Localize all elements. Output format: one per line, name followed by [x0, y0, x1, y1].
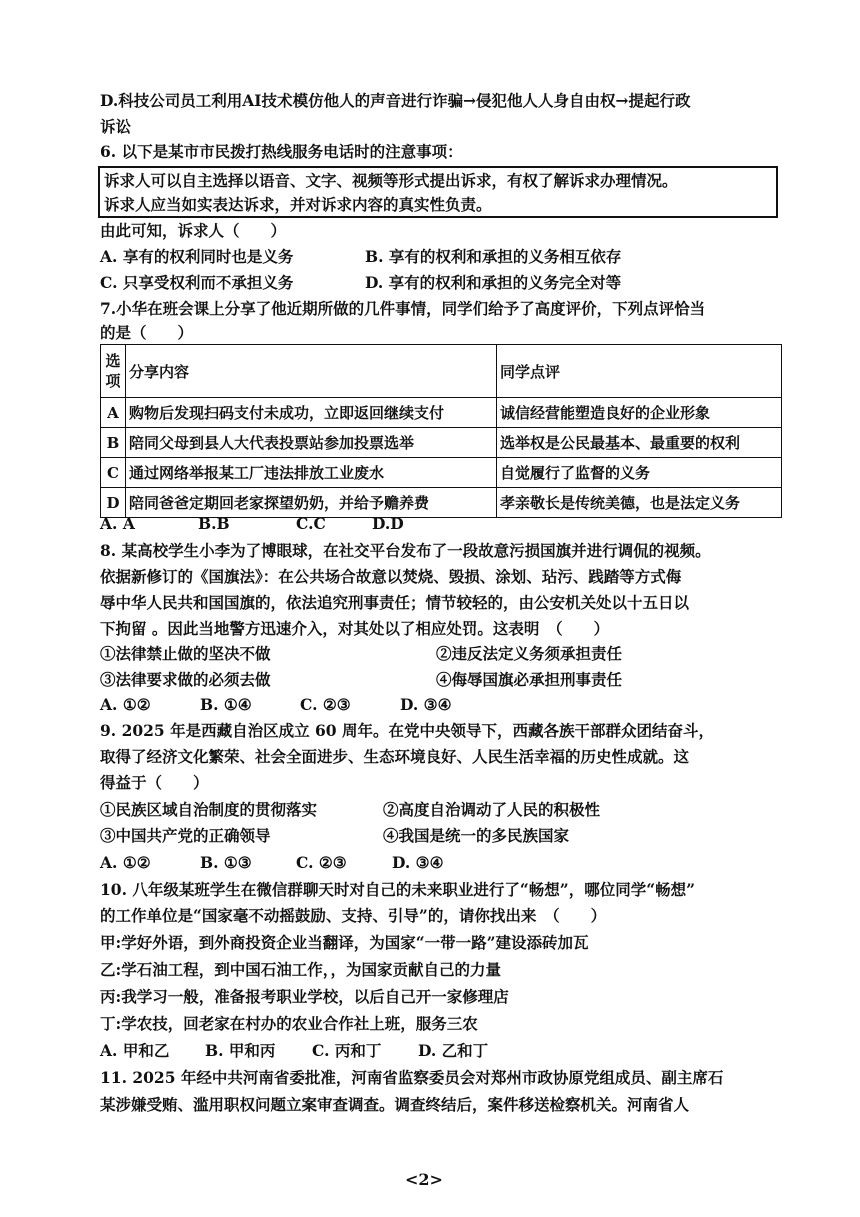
q8-option-a: A. ①②: [100, 695, 151, 714]
q6-option-d: D. 享有的权利和承担的义务完全对等: [365, 273, 622, 292]
q6-lead: 由此可知，诉求人（ ）: [100, 221, 287, 240]
q7-stem-line1: 7.小华在班会课上分享了他近期所做的几件事情，同学们给予了高度评价，下列点评恰当: [100, 299, 706, 318]
q7-row-content: 购物后发现扫码支付未成功，立即返回继续支付: [126, 398, 497, 428]
q9-statement-1: ①民族区域自治制度的贯彻落实: [100, 800, 318, 819]
q7-option-d: D.D: [372, 514, 404, 533]
q7-header-comment: 同学点评: [497, 345, 782, 398]
q8-line3: 辱中华人民共和国国旗的，依法追究刑事责任；情节较轻的，由公安机关处以十五日以: [100, 593, 690, 612]
q7-row-content: 陪同父母到县人大代表投票站参加投票选举: [126, 428, 497, 458]
q11-line1: 11. 2025 年经中共河南省委批准，河南省监察委员会对郑州市政协原党组成员、副主席石: [100, 1068, 724, 1087]
q10-jia: 甲:学好外语，到外商投资企业当翻译，为国家“一带一路”建设添砖加瓦: [100, 933, 589, 952]
q7-row-content: 通过网络举报某工厂违法排放工业废水: [126, 458, 497, 488]
q7-row-comment: 诚信经营能塑造良好的企业形象: [497, 398, 782, 428]
q10-yi: 乙:学石油工程，到中国石油工作，，为国家贡献自己的力量: [100, 960, 501, 979]
q9-line1: 9. 2025 年是西藏自治区成立 60 周年。在党中央领导下，西藏各族干部群众团结奋斗，: [100, 721, 714, 740]
q7-table-header: [101, 345, 782, 398]
q6-stem: 6. 以下是某市市民拨打热线服务电话时的注意事项：: [100, 142, 463, 161]
q7-option-c: C.C: [296, 514, 326, 533]
q8-option-c: C. ②③: [300, 695, 351, 714]
q5-option-d-line1: D.科技公司员工利用AI技术模仿他人的声音进行诈骗→侵犯他人人身自由权→提起行政: [100, 91, 691, 110]
q6-option-a: A. 享有的权利同时也是义务: [100, 247, 294, 266]
q10-option-b: B. 甲和丙: [205, 1041, 276, 1060]
q7-option-a: A. A: [100, 514, 135, 533]
q8-statement-3: ③法律要求做的必须去做: [100, 670, 271, 689]
q10-ding: 丁:学农技，回老家在村办的农业合作社上班，服务三农: [100, 1014, 478, 1033]
q9-option-c: C. ②③: [296, 853, 347, 872]
q8-line1: 8. 某高校学生小李为了博眼球，在社交平台发布了一段故意污损国旗并进行调侃的视频。: [100, 541, 711, 560]
q8-line4: 下拘留 。因此当地警方迅速介入，对其处以了相应处罚。这表明 （ ）: [100, 619, 610, 638]
q6-notice-box: [98, 166, 778, 218]
q10-line2: 的工作单位是“国家毫不动摇鼓励、支持、引导”的，请你找出来 （ ）: [100, 906, 607, 925]
q8-statement-1: ①法律禁止做的坚决不做: [100, 644, 271, 663]
q8-option-b: B. ①④: [200, 695, 252, 714]
q8-line2: 依据新修订的《国旗法》：在公共场合故意以焚烧、毁损、涂划、玷污、践踏等方式侮: [100, 567, 682, 586]
q7-row-comment: 自觉履行了监督的义务: [497, 458, 782, 488]
q10-option-d: D. 乙和丁: [418, 1041, 489, 1060]
page-number: <2>: [405, 1170, 443, 1189]
q5-option-d-line2: 诉讼: [100, 117, 132, 136]
q10-option-c: C. 丙和丁: [312, 1041, 382, 1060]
q8-statement-2: ②违反法定义务须承担责任: [436, 644, 623, 663]
q7-row-key: C: [101, 458, 126, 488]
q7-row-key: B: [101, 428, 126, 458]
q7-table: [100, 344, 782, 518]
q6-notice-line2: 诉求人应当如实表达诉求，并对诉求内容的真实性负责。: [104, 195, 492, 214]
q8-option-d: D. ③④: [400, 695, 452, 714]
q8-statement-4: ④侮辱国旗必承担刑事责任: [436, 670, 623, 689]
q9-option-d: D. ③④: [392, 853, 444, 872]
q7-option-b: B.B: [198, 514, 230, 533]
q10-option-a: A. 甲和乙: [100, 1041, 170, 1060]
q7-row-comment: 孝亲敬长是传统美德，也是法定义务: [497, 488, 782, 518]
q9-line3: 得益于（ ）: [100, 773, 209, 792]
q7-row-key: A: [101, 398, 126, 428]
q9-statement-3: ③中国共产党的正确领导: [100, 826, 271, 845]
q7-row-content: 陪同爸爸定期回老家探望奶奶，并给予赡养费: [126, 488, 497, 518]
q9-option-b: B. ①③: [200, 853, 252, 872]
q7-row-key: D: [101, 488, 126, 518]
q9-statement-2: ②高度自治调动了人民的积极性: [383, 800, 601, 819]
table-row: [101, 428, 782, 458]
q11-line2: 某涉嫌受贿、滥用职权问题立案审查调查。调查终结后，案件移送检察机关。河南省人: [100, 1095, 690, 1114]
q9-line2: 取得了经济文化繁荣、社会全面进步、生态环境良好、人民生活幸福的历史性成就。这: [100, 747, 690, 766]
q7-stem-line2: 的是（ ）: [100, 323, 194, 342]
q7-header-content: 分享内容: [126, 345, 497, 398]
q6-option-b: B. 享有的权利和承担的义务相互依存: [365, 247, 622, 266]
q7-header-option: 选项: [101, 345, 126, 398]
q9-statement-4: ④我国是统一的多民族国家: [383, 826, 570, 845]
table-row: [101, 458, 782, 488]
table-row: [101, 398, 782, 428]
q6-option-c: C. 只享受权利而不承担义务: [100, 273, 294, 292]
q7-row-comment: 选举权是公民最基本、最重要的权利: [497, 428, 782, 458]
q6-notice-line1: 诉求人可以自主选择以语音、文字、视频等形式提出诉求，有权了解诉求办理情况。: [104, 171, 678, 190]
q10-bing: 丙:我学习一般，准备报考职业学校，以后自己开一家修理店: [100, 987, 509, 1006]
q9-option-a: A. ①②: [100, 853, 151, 872]
q10-line1: 10. 八年级某班学生在微信群聊天时对自己的未来职业进行了“畅想”，哪位同学“畅想”: [100, 880, 696, 899]
